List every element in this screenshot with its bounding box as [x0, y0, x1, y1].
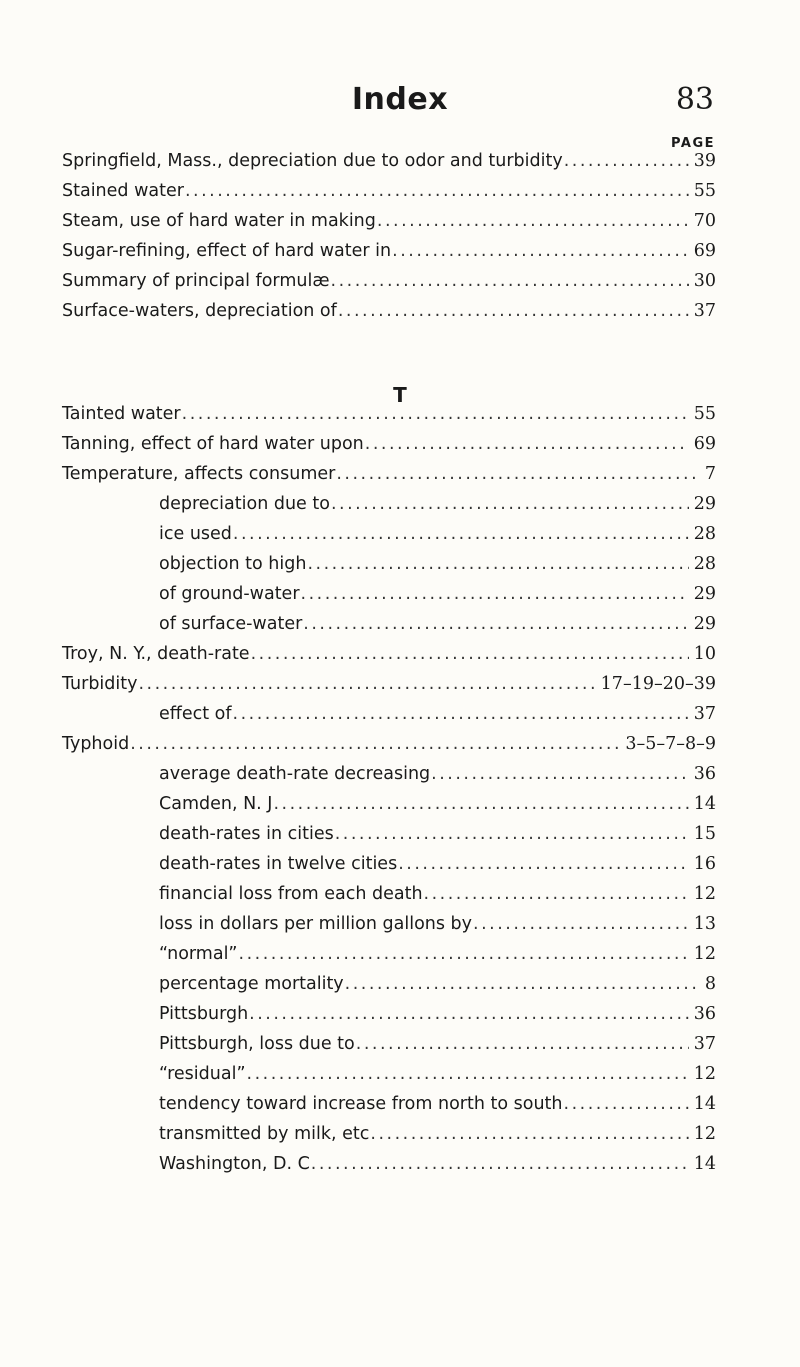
dot-leader	[331, 494, 689, 514]
dot-leader	[431, 764, 689, 784]
dot-leader	[356, 1034, 689, 1054]
entry-page-ref: 17–19–20–39	[600, 674, 716, 694]
dot-leader	[338, 301, 689, 321]
entry-page-ref: 3–5–7–8–9	[625, 734, 716, 754]
entry-label: “normal”	[159, 944, 238, 964]
dot-leader	[307, 554, 688, 574]
dot-leader	[311, 1154, 689, 1174]
dot-leader	[249, 1004, 689, 1024]
entry-label: death-rates in twelve cities	[159, 854, 398, 874]
dot-leader	[564, 151, 689, 171]
index-subentry	[62, 884, 716, 914]
entry-label: of ground-water	[159, 584, 300, 604]
dot-leader	[239, 944, 689, 964]
entry-label: percentage mortality	[159, 974, 344, 994]
dot-leader	[335, 824, 689, 844]
dot-leader	[370, 1124, 688, 1144]
entry-page-ref: 12	[693, 1064, 716, 1084]
entry-page-ref: 37	[693, 704, 716, 724]
dot-leader	[303, 614, 688, 634]
dot-leader	[130, 734, 620, 754]
entry-label: Springfield, Mass., depreciation due to odor and turbidity	[62, 151, 563, 171]
entry-page-ref: 8	[704, 974, 716, 994]
index-entry	[62, 301, 716, 331]
index-subentry	[62, 974, 716, 1004]
entry-label: Surface-waters, depreciation of	[62, 301, 337, 321]
dot-leader	[251, 644, 689, 664]
entry-page-ref: 37	[693, 301, 716, 321]
entry-label: of surface-water	[159, 614, 303, 634]
entry-page-ref: 37	[693, 1034, 716, 1054]
entry-label: average death-rate decreasing	[159, 764, 431, 784]
dot-leader	[273, 794, 688, 814]
dot-leader	[185, 181, 689, 201]
entry-label: Washington, D. C	[159, 1154, 310, 1174]
entry-label: Temperature, affects consumer	[62, 464, 336, 484]
index-entry	[62, 734, 716, 764]
index-entry	[62, 674, 716, 704]
entry-label: effect of	[159, 704, 232, 724]
entry-label: objection to high	[159, 554, 307, 574]
index-subentry	[62, 764, 716, 794]
index-subentry	[62, 1124, 716, 1154]
entry-page-ref: 30	[693, 271, 716, 291]
entry-label: transmitted by milk, etc	[159, 1124, 370, 1144]
index-section-t	[62, 404, 716, 1184]
entry-page-ref: 36	[693, 764, 716, 784]
index-entry	[62, 434, 716, 464]
dot-leader	[336, 464, 700, 484]
entry-page-ref: 55	[693, 404, 716, 424]
entry-label: Turbidity	[62, 674, 138, 694]
section-letter-t: T	[393, 383, 407, 407]
index-subentry	[62, 1004, 716, 1034]
entry-page-ref: 13	[693, 914, 716, 934]
entry-page-ref: 69	[693, 434, 716, 454]
entry-page-ref: 16	[693, 854, 716, 874]
entry-label: Tainted water	[62, 404, 181, 424]
index-entry	[62, 211, 716, 241]
entry-page-ref: 70	[693, 211, 716, 231]
index-subentry	[62, 854, 716, 884]
index-entry	[62, 464, 716, 494]
page-number: 83	[675, 82, 714, 117]
entry-label: death-rates in cities	[159, 824, 334, 844]
index-entry	[62, 404, 716, 434]
entry-label: financial loss from each death	[159, 884, 423, 904]
index-subentry	[62, 944, 716, 974]
index-entry	[62, 181, 716, 211]
entry-page-ref: 15	[693, 824, 716, 844]
entry-label: Troy, N. Y., death-rate	[62, 644, 250, 664]
dot-leader	[473, 914, 689, 934]
dot-leader	[233, 704, 689, 724]
entry-label: ice used	[159, 524, 232, 544]
entry-page-ref: 29	[693, 584, 716, 604]
entry-label: Summary of principal formulæ	[62, 271, 330, 291]
dot-leader	[247, 1064, 689, 1084]
index-entry	[62, 271, 716, 301]
index-subentry	[62, 1034, 716, 1064]
dot-leader	[365, 434, 689, 454]
index-entry	[62, 151, 716, 181]
entry-page-ref: 28	[693, 524, 716, 544]
index-subentry	[62, 824, 716, 854]
entry-label: Pittsburgh	[159, 1004, 249, 1024]
entry-label: Camden, N. J	[159, 794, 273, 814]
entry-label: tendency toward increase from north to south	[159, 1094, 563, 1114]
page-title: Index	[351, 82, 449, 117]
entry-page-ref: 29	[693, 494, 716, 514]
index-subentry	[62, 554, 716, 584]
entry-page-ref: 12	[693, 884, 716, 904]
index-subentry	[62, 914, 716, 944]
entry-label: Tanning, effect of hard water upon	[62, 434, 364, 454]
index-subentry	[62, 704, 716, 734]
index-subentry	[62, 794, 716, 824]
page-header	[0, 82, 800, 126]
dot-leader	[301, 584, 689, 604]
dot-leader	[182, 404, 689, 424]
dot-leader	[233, 524, 689, 544]
index-subentry	[62, 614, 716, 644]
index-entry	[62, 644, 716, 674]
index-subentry	[62, 584, 716, 614]
entry-label: “residual”	[159, 1064, 246, 1084]
entry-label: Stained water	[62, 181, 184, 201]
page-column-heading: PAGE	[671, 136, 715, 151]
dot-leader	[138, 674, 595, 694]
index-section-s	[62, 151, 716, 331]
dot-leader	[392, 241, 689, 261]
index-subentry	[62, 1094, 716, 1124]
entry-label: loss in dollars per million gallons by	[159, 914, 473, 934]
entry-label: Steam, use of hard water in making	[62, 211, 376, 231]
entry-label: Pittsburgh, loss due to	[159, 1034, 355, 1054]
index-subentry	[62, 524, 716, 554]
dot-leader	[377, 211, 689, 231]
entry-label: depreciation due to	[159, 494, 330, 514]
entry-page-ref: 55	[693, 181, 716, 201]
entry-page-ref: 28	[693, 554, 716, 574]
dot-leader	[331, 271, 689, 291]
index-entry	[62, 241, 716, 271]
entry-page-ref: 7	[704, 464, 716, 484]
entry-page-ref: 10	[693, 644, 716, 664]
entry-page-ref: 14	[693, 1154, 716, 1174]
entry-page-ref: 69	[693, 241, 716, 261]
entry-page-ref: 39	[693, 151, 716, 171]
dot-leader	[345, 974, 700, 994]
dot-leader	[398, 854, 689, 874]
entry-page-ref: 14	[693, 794, 716, 814]
index-subentry	[62, 1154, 716, 1184]
dot-leader	[564, 1094, 689, 1114]
index-subentry	[62, 1064, 716, 1094]
entry-label: Sugar-refining, effect of hard water in	[62, 241, 392, 261]
index-subentry	[62, 494, 716, 524]
entry-page-ref: 36	[693, 1004, 716, 1024]
entry-label: Typhoid	[62, 734, 130, 754]
entry-page-ref: 12	[693, 1124, 716, 1144]
dot-leader	[424, 884, 689, 904]
entry-page-ref: 14	[693, 1094, 716, 1114]
entry-page-ref: 29	[693, 614, 716, 634]
entry-page-ref: 12	[693, 944, 716, 964]
